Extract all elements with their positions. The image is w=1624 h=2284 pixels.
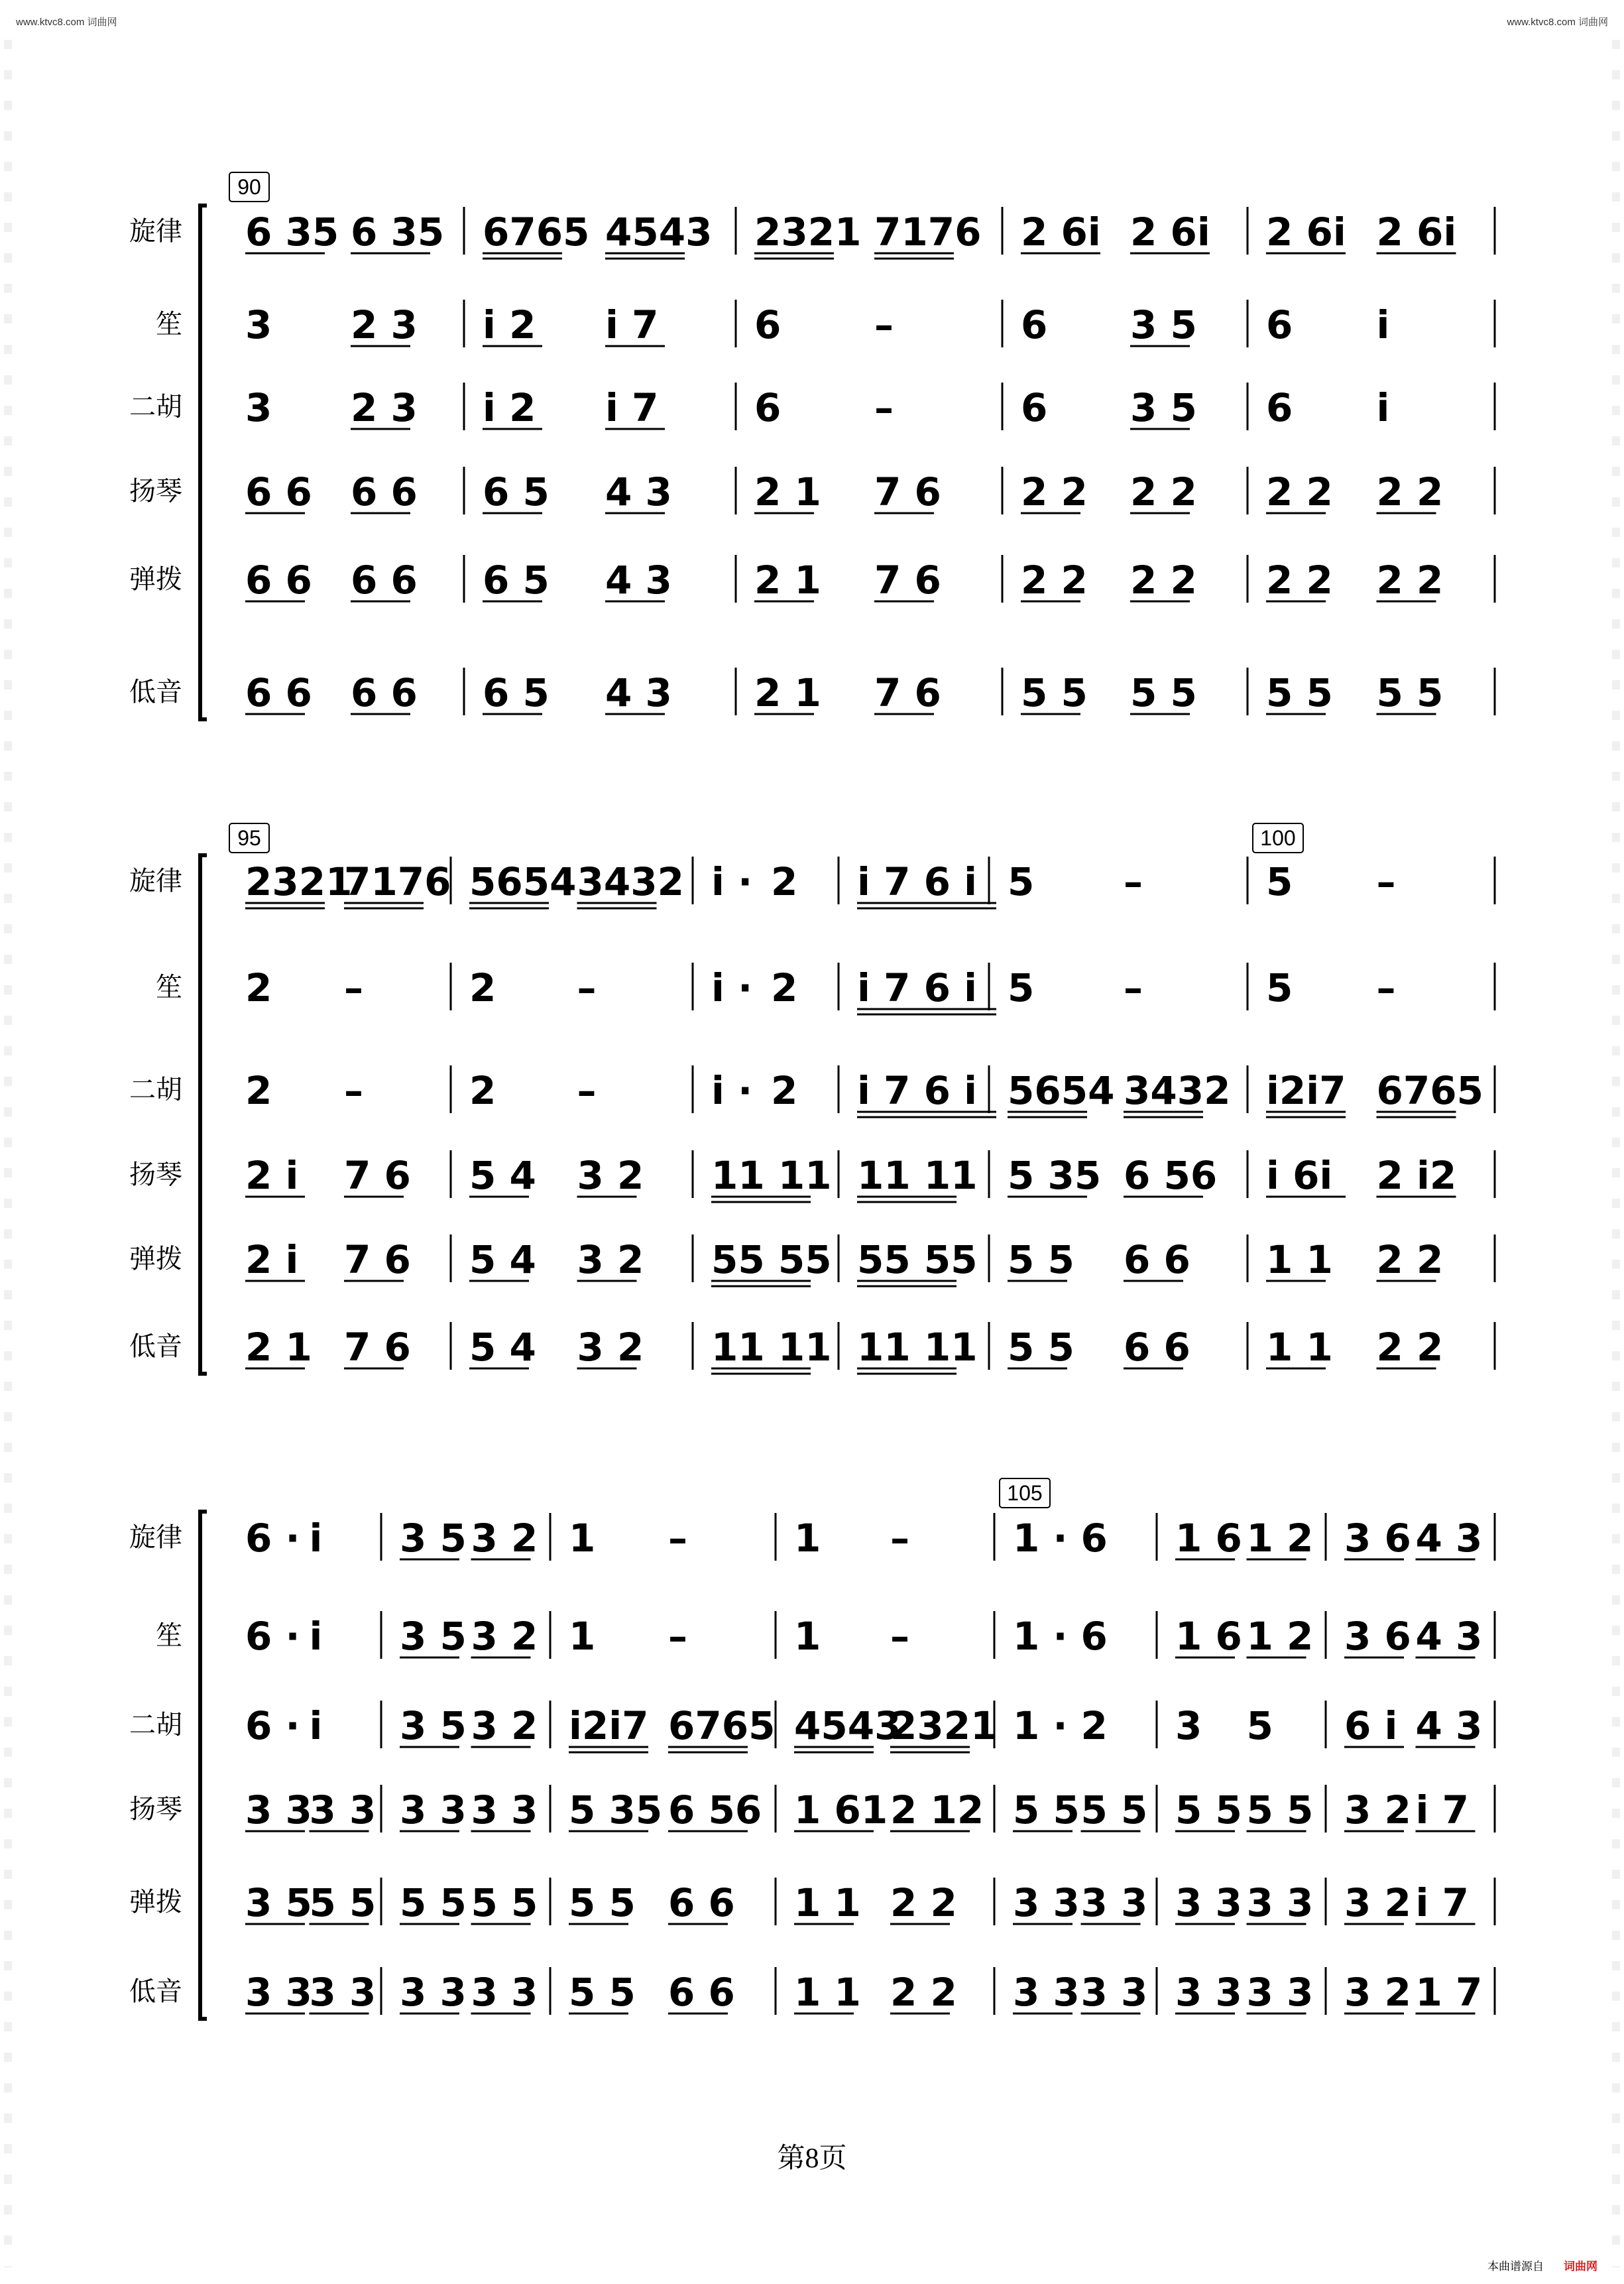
note-group: i 2 [483, 302, 536, 347]
note-group: 4543 [794, 1703, 901, 1748]
note-group: 3 2 [1344, 1970, 1411, 2015]
system-bracket [200, 206, 207, 719]
note-group: 3 2 [1344, 1880, 1411, 1925]
note-group: 5 5 [309, 1880, 377, 1925]
note-group: 4 3 [1415, 1516, 1483, 1561]
note-group: 6 6 [351, 670, 418, 715]
note-group: 6 [1080, 1614, 1108, 1659]
instrument-label: 旋律 [129, 1522, 182, 1553]
note-group: 5 4 [469, 1325, 536, 1370]
instrument-label: 笙 [156, 972, 182, 1002]
note-group: 6 5 [483, 670, 550, 715]
rehearsal-number: 100 [1260, 826, 1296, 850]
note-group: – [1376, 859, 1396, 904]
note-group: 2 1 [754, 469, 821, 514]
note-group: i 7 [1415, 1787, 1469, 1833]
note-group: 2321 [890, 1703, 998, 1748]
note-group: 5 5 [400, 1880, 467, 1925]
note-group: – [577, 1068, 597, 1113]
note-group: 5 5 [1130, 670, 1197, 715]
note-group: i [309, 1516, 323, 1561]
note-group: 3 3 [1246, 1880, 1314, 1925]
note-group: 1 · [1013, 1614, 1068, 1659]
note-group: 2 1 [754, 558, 821, 603]
note-group: 2 2 [1266, 469, 1333, 514]
note-group: 1 1 [794, 1970, 861, 2015]
note-group: i2i7 [1266, 1068, 1346, 1113]
note-group: 2321 [754, 210, 862, 255]
note-group: 7176 [344, 859, 451, 904]
note-group: 6 6 [351, 558, 418, 603]
note-group: – [668, 1614, 687, 1659]
note-group: 7 6 [344, 1237, 411, 1282]
note-group: 2 2 [1130, 469, 1197, 514]
note-group: 6 6 [351, 469, 418, 514]
instrument-label: 扬琴 [129, 1794, 182, 1825]
note-group: i [1376, 385, 1390, 430]
note-group: 5 5 [1175, 1787, 1242, 1833]
note-group: 4 3 [1415, 1614, 1483, 1659]
instrument-label: 低音 [129, 677, 182, 707]
instrument-label: 旋律 [129, 866, 182, 896]
note-group: 7 6 [874, 469, 941, 514]
instrument-label: 弹拨 [129, 1244, 182, 1274]
note-group: 3 5 [1130, 302, 1197, 347]
note-group: 6 6 [668, 1880, 735, 1925]
note-group: 3432 [1124, 1068, 1231, 1113]
note-group: 6 35 [245, 210, 339, 255]
note-group: 2 2 [1266, 558, 1333, 603]
note-group: 5 4 [469, 1153, 536, 1198]
note-group: 6 · [245, 1516, 300, 1561]
note-group: 6 56 [1124, 1153, 1218, 1198]
note-group: 6 6 [245, 558, 312, 603]
note-group: – [668, 1516, 687, 1561]
note-group: 1 · [1013, 1703, 1068, 1748]
footer [1487, 2257, 1597, 2273]
note-group: 3 3 [1175, 1880, 1242, 1925]
note-group: i 7 [1415, 1880, 1469, 1925]
note-group: 1 1 [1266, 1325, 1333, 1370]
note-group: 2 12 [890, 1787, 984, 1833]
note-group: 1 61 [794, 1787, 888, 1833]
note-group: 55 55 [711, 1237, 832, 1282]
note-group: 5 5 [1266, 670, 1333, 715]
note-group: 5 5 [1246, 1787, 1314, 1833]
note-group: 1 [569, 1516, 596, 1561]
note-group: 6 [1266, 385, 1293, 430]
note-group: i 7 6 i [857, 859, 978, 904]
note-group: i 7 [605, 385, 659, 430]
system-bracket [200, 855, 207, 1374]
note-group: – [890, 1516, 909, 1561]
note-group: 3 3 [400, 1970, 467, 2015]
note-group: 3 2 [577, 1325, 644, 1370]
note-group: 6 [754, 385, 782, 430]
note-group: 3 6 [1344, 1614, 1411, 1659]
note-group: 5654 [469, 859, 577, 904]
note-group: 2 1 [245, 1325, 312, 1370]
note-group: i · [711, 965, 753, 1010]
note-group: 1 7 [1415, 1970, 1483, 2015]
rehearsal-number: 90 [237, 175, 261, 199]
note-group: 2 [771, 859, 798, 904]
note-group: 7 6 [344, 1325, 411, 1370]
instrument-label: 弹拨 [129, 564, 182, 595]
note-group: i [309, 1614, 323, 1659]
note-group: i 2 [483, 385, 536, 430]
note-group: 3432 [577, 859, 684, 904]
note-group: 3 5 [400, 1516, 467, 1561]
instrument-label: 低音 [129, 1976, 182, 2007]
footer-source: 本曲谱源自 [1487, 2260, 1544, 2273]
note-group: 6765 [483, 210, 590, 255]
note-group: 11 11 [857, 1153, 978, 1198]
note-group: 6 i [1344, 1703, 1398, 1748]
note-group: 5 35 [1008, 1153, 1102, 1198]
note-group: i [1376, 302, 1390, 347]
note-group: 2 [245, 1068, 272, 1113]
note-group: 1 [794, 1614, 821, 1659]
note-group: 3 5 [400, 1703, 467, 1748]
note-group: i · [711, 1068, 753, 1113]
note-group: 3 2 [471, 1614, 538, 1659]
note-group: 5 5 [1013, 1787, 1080, 1833]
note-group: 3 6 [1344, 1516, 1411, 1561]
note-group: 3 3 [1080, 1880, 1148, 1925]
note-group: 2 2 [1376, 1237, 1444, 1282]
note-group: 3 2 [471, 1516, 538, 1561]
note-group: 2 [469, 965, 496, 1010]
note-group: 2 2 [1021, 469, 1088, 514]
note-group: 2 1 [754, 670, 821, 715]
footer-brand: 词曲网 [1564, 2260, 1597, 2273]
note-group: – [344, 965, 363, 1010]
note-group: 6 [1080, 1516, 1108, 1561]
note-group: 5 [1246, 1703, 1273, 1748]
note-group: 3 2 [577, 1153, 644, 1198]
note-group: 3 3 [309, 1787, 377, 1833]
note-group: 3 [245, 302, 272, 347]
note-group: 7 6 [874, 558, 941, 603]
instrument-label: 笙 [156, 1620, 182, 1651]
note-group: 6 5 [483, 469, 550, 514]
note-group: i [309, 1703, 323, 1748]
note-group: 6 6 [1124, 1325, 1190, 1370]
note-group: 3 3 [471, 1970, 538, 2015]
instrument-label: 二胡 [129, 392, 182, 422]
note-group: – [874, 302, 894, 347]
note-group: i 6i [1266, 1153, 1333, 1198]
note-group: 2 [469, 1068, 496, 1113]
note-group: i 7 6 i [857, 1068, 978, 1113]
note-group: 2 6i [1021, 210, 1101, 255]
note-group: 2 [1080, 1703, 1108, 1748]
note-group: 5654 [1008, 1068, 1115, 1113]
note-group: i 7 [605, 302, 659, 347]
note-group: 6 35 [351, 210, 445, 255]
note-group: 2 2 [890, 1880, 957, 1925]
note-group: 3 2 [471, 1703, 538, 1748]
note-group: 5 4 [469, 1237, 536, 1282]
note-group: 2 [245, 965, 272, 1010]
note-group: 2 [771, 965, 798, 1010]
instrument-label: 二胡 [129, 1075, 182, 1105]
note-group: 2 2 [890, 1970, 957, 2015]
note-group: 4 3 [1415, 1703, 1483, 1748]
note-group: 3 3 [245, 1970, 312, 2015]
note-group: 5 35 [569, 1787, 663, 1833]
note-group: 3 5 [245, 1880, 312, 1925]
note-group: – [1376, 965, 1396, 1010]
note-group: i2i7 [569, 1703, 649, 1748]
note-group: 6 [1021, 385, 1048, 430]
note-group: – [344, 1068, 363, 1113]
note-group: 2 3 [351, 302, 418, 347]
note-group: 2 i [245, 1153, 299, 1198]
rehearsal-number: 105 [1007, 1481, 1043, 1505]
note-group: 3 3 [1246, 1970, 1314, 2015]
note-group: 6 [1021, 302, 1048, 347]
note-group: 3 3 [1080, 1970, 1148, 2015]
note-group: – [1124, 859, 1143, 904]
note-group: 1 2 [1246, 1516, 1314, 1561]
instrument-label: 低音 [129, 1331, 182, 1362]
note-group: 11 11 [857, 1325, 978, 1370]
note-group: 3 3 [471, 1787, 538, 1833]
note-group: 2 6i [1266, 210, 1346, 255]
note-group: 7176 [874, 210, 982, 255]
note-group: 7 6 [344, 1153, 411, 1198]
note-group: 6765 [1376, 1068, 1483, 1113]
note-group: 4 3 [605, 469, 672, 514]
instrument-label: 二胡 [129, 1710, 182, 1740]
page-number: 第8页 [777, 2143, 847, 2174]
note-group: 5 [1008, 965, 1035, 1010]
note-group: i · [711, 859, 753, 904]
note-group: 6765 [668, 1703, 776, 1748]
note-group: 6 56 [668, 1787, 762, 1833]
note-group: 4 3 [605, 670, 672, 715]
note-group: 5 5 [1080, 1787, 1148, 1833]
note-group: 2 i [245, 1237, 299, 1282]
instrument-label: 弹拨 [129, 1887, 182, 1917]
note-group: 4543 [605, 210, 713, 255]
note-group: 3 5 [400, 1614, 467, 1659]
note-group: 6 6 [668, 1970, 735, 2015]
note-group: 5 5 [569, 1970, 636, 2015]
system-1 [129, 172, 1495, 719]
note-group: 1 6 [1175, 1516, 1242, 1561]
note-group: 6 · [245, 1703, 300, 1748]
note-group: 55 55 [857, 1237, 978, 1282]
note-group: 1 2 [1246, 1614, 1314, 1659]
site-header-right: www.ktvc8.com 词曲网 [1507, 17, 1608, 28]
note-group: 2 2 [1376, 1325, 1444, 1370]
note-group: – [577, 965, 597, 1010]
note-group: i 7 6 i [857, 965, 978, 1010]
note-group: 3 3 [245, 1787, 312, 1833]
note-group: 2 6i [1376, 210, 1457, 255]
note-group: 2 2 [1376, 558, 1444, 603]
note-group: 3 2 [577, 1237, 644, 1282]
note-group: 1 6 [1175, 1614, 1242, 1659]
note-group: 3 3 [1013, 1880, 1080, 1925]
note-group: 4 3 [605, 558, 672, 603]
note-group: 6 [1266, 302, 1293, 347]
note-group: 2 6i [1130, 210, 1210, 255]
note-group: 1 [569, 1614, 596, 1659]
note-group: 6 6 [245, 469, 312, 514]
note-group: 5 5 [1008, 1325, 1074, 1370]
note-group: 2 [771, 1068, 798, 1113]
note-group: 6 6 [1124, 1237, 1190, 1282]
rehearsal-number: 95 [237, 826, 261, 850]
note-group: 2 2 [1376, 469, 1444, 514]
note-group: 5 5 [1021, 670, 1088, 715]
instrument-label: 笙 [156, 309, 182, 339]
instrument-label: 扬琴 [129, 1160, 182, 1190]
note-group: 11 11 [711, 1325, 832, 1370]
note-group: 1 1 [794, 1880, 861, 1925]
note-group: 3 3 [309, 1970, 377, 2015]
note-group: 3 3 [400, 1787, 467, 1833]
note-group: 1 [794, 1516, 821, 1561]
note-group: 3 [245, 385, 272, 430]
note-group: 2321 [245, 859, 353, 904]
system-3 [129, 1478, 1495, 2019]
note-group: 3 3 [1175, 1970, 1242, 2015]
note-group: 3 5 [1130, 385, 1197, 430]
note-group: 3 [1175, 1703, 1202, 1748]
note-group: 7 6 [874, 670, 941, 715]
note-group: 1 · [1013, 1516, 1068, 1561]
note-group: 3 3 [1013, 1970, 1080, 2015]
note-group: 2 i2 [1376, 1153, 1457, 1198]
note-group: 3 2 [1344, 1787, 1411, 1833]
note-group: 2 3 [351, 385, 418, 430]
instrument-label: 旋律 [129, 216, 182, 247]
note-group: – [1124, 965, 1143, 1010]
note-group: 6 6 [245, 670, 312, 715]
note-group: 6 · [245, 1614, 300, 1659]
note-group: – [890, 1614, 909, 1659]
note-group: 5 [1266, 859, 1293, 904]
note-group: 5 5 [1376, 670, 1444, 715]
instrument-label: 扬琴 [129, 476, 182, 507]
system-2 [129, 823, 1495, 1374]
site-header-left: www.ktvc8.com 词曲网 [16, 17, 117, 28]
note-group: 2 2 [1130, 558, 1197, 603]
note-group: 5 [1266, 965, 1293, 1010]
note-group: 6 [754, 302, 782, 347]
note-group: 1 1 [1266, 1237, 1333, 1282]
note-group: 5 5 [569, 1880, 636, 1925]
note-group: – [874, 385, 894, 430]
note-group: 5 5 [1008, 1237, 1074, 1282]
note-group: 2 2 [1021, 558, 1088, 603]
note-group: 11 11 [711, 1153, 832, 1198]
system-bracket [200, 1512, 207, 2019]
note-group: 5 5 [471, 1880, 538, 1925]
note-group: 5 [1008, 859, 1035, 904]
note-group: 6 5 [483, 558, 550, 603]
